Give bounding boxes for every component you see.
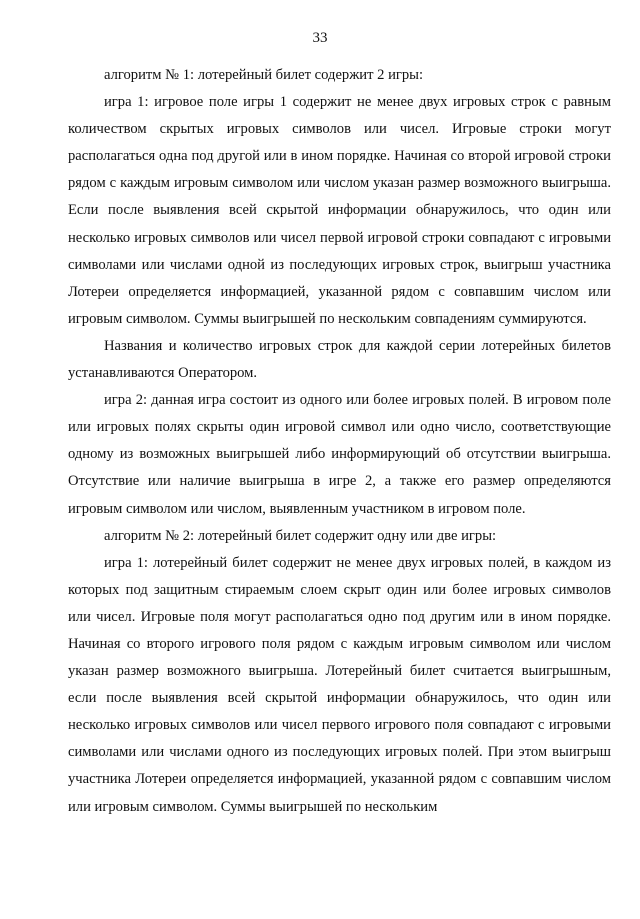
paragraph-game-2: игра 2: данная игра состоит из одного или более игровых полей. В игровом поле или игровых полях скрыты один игровой символ или одно число, соответствующие одному из возможных выигрышей либо информирующий об отсутствии выигрыша. Отсутствие или наличие выигрыша в игре 2, а также его размер определяются игровым символом или числом, выявленным участником в игровом поле. bbox=[68, 392, 611, 517]
paragraph-algorithm-2: алгоритм № 2: лотерейный билет содержит одну или две игры: bbox=[104, 527, 497, 544]
paragraph-algorithm-2-game-1: игра 1: лотерейный билет содержит не менее двух игровых полей, в каждом из которых под защитным стираемым слоем скрыт один или более игровых символов или чисел. Игровые поля могут располагаться одно под другим или в ином порядке. Начиная со второго игрового поля рядом с каждым игровым символом или числом указан размер возможного выигрыша. Лотерейный билет считается выигрышным, если после выявления всей скрытой информации обнаружилось, что один или несколько игровых символов или чисел первого игрового поля совпадают с игровыми символами или числами одного из последующих игровых полей. При этом выигрыш участника Лотереи определяется информацией, указанной рядом с совпавшим числом или игровым символом. Суммы выигрышей по нескольким bbox=[68, 554, 611, 815]
document-body bbox=[68, 62, 611, 821]
paragraph-algorithm-1: алгоритм № 1: лотерейный билет содержит 2 игры: bbox=[104, 67, 424, 83]
page-number: 33 bbox=[312, 30, 328, 46]
paragraph-game-1: игра 1: игровое поле игры 1 содержит не менее двух игровых строк с равным количеством скрытых игровых символов или чисел. Игровые строки могут располагаться одна под другой или в ином порядке. Начиная со второй игровой строки рядом с каждым игровым символом или числом указан размер возможного выигрыша. Если после выявления всей скрытой информации обнаружилось, что один или несколько игровых символов или чисел первой игровой строки совпадают с игровыми символами или числами одной из последующих игровых строк, выигрыш участника Лотереи определяется информацией, указанной рядом с совпавшим числом или игровым символом. Суммы выигрышей по нескольким совпадениям суммируются. bbox=[68, 94, 611, 327]
paragraph-row-names: Названия и количество игровых строк для каждой серии лотерейных билетов устанавливаются Оператором. bbox=[68, 337, 611, 382]
